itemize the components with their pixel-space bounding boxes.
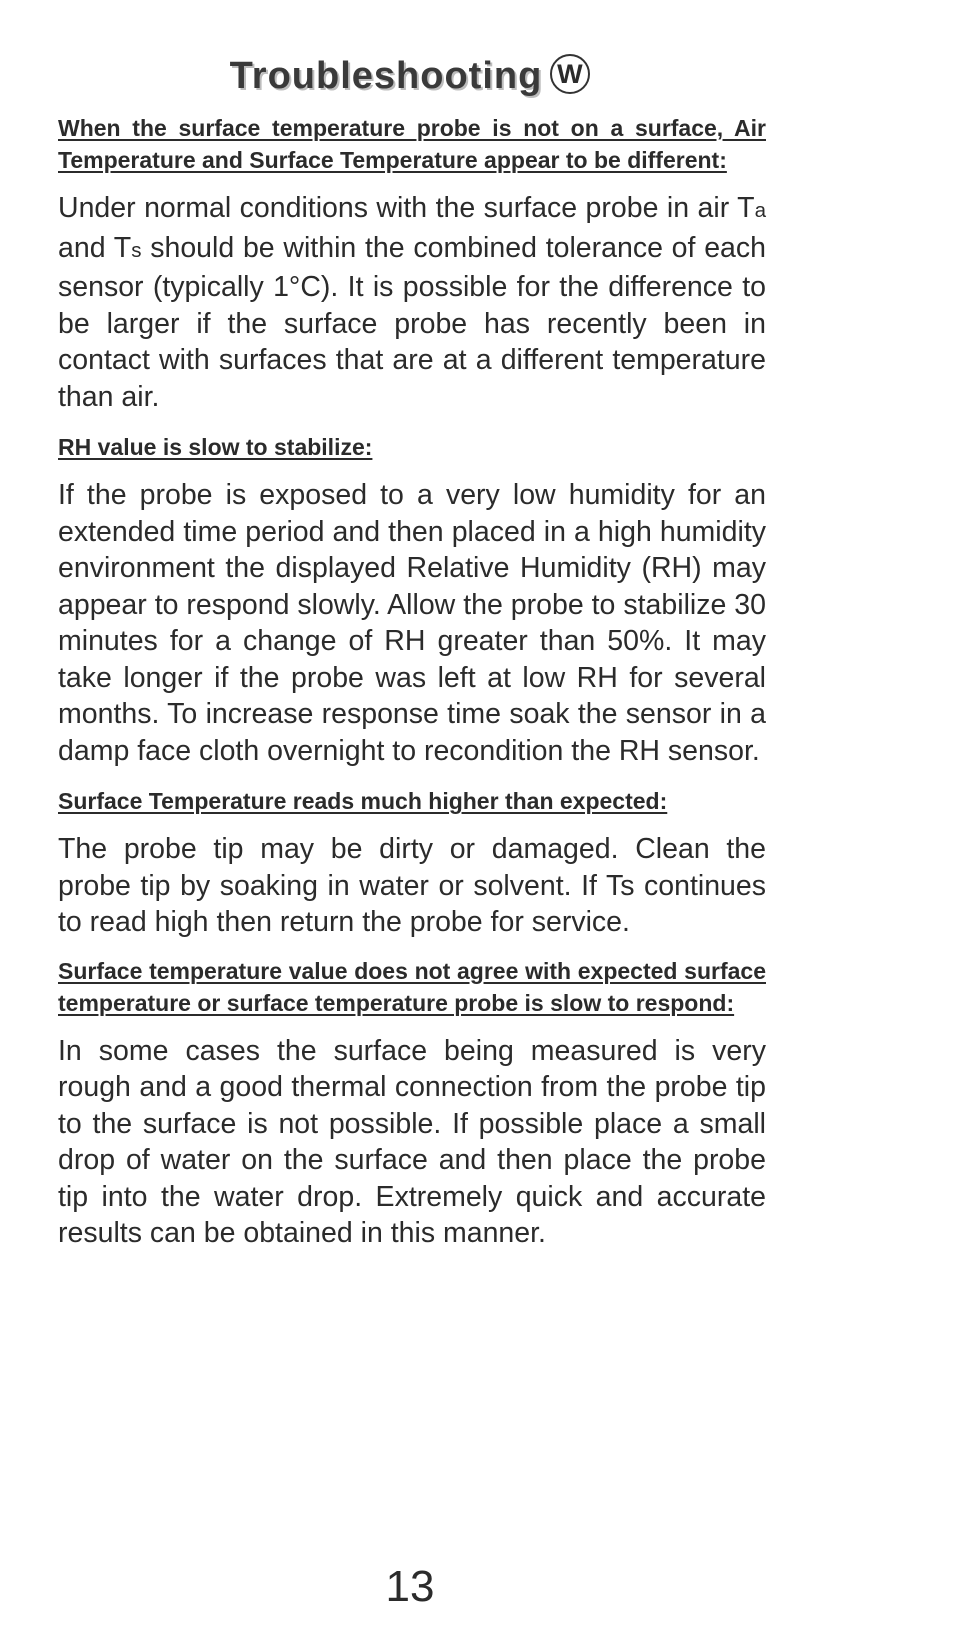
page-title (0, 50, 820, 100)
body-intro: Under normal conditions with the surface probe in air (58, 192, 738, 224)
page-number: 13 (385, 1562, 435, 1611)
section-body: In some cases the surface being measured is very rough and a good thermal connection from the probe tip to the surface is not possible. If possible place a small drop of water on the surface and then place the probe tip into the water drop. Extremely quick and accurate results can be obtained in this manner. (58, 1034, 766, 1249)
ts-symbol-lead: and T (58, 231, 132, 264)
section-body: If the probe is exposed to a very low humidity for an extended time period and then placed in a high humidity environment the displayed Relative Humidity (RH) may appear to respond slowly. Allow the probe to stabilize 30 minutes for a change of RH greater than 50%. It may take longer if the probe was left at low RH for several months. To increase response time soak the sensor in a damp face cloth overnight to recondition the RH sensor. (58, 479, 766, 767)
troubleshooting-content (58, 112, 766, 1272)
w-circle-badge-icon: W (550, 54, 590, 94)
section-air-vs-surface (58, 112, 766, 415)
section-surface-high (58, 785, 766, 941)
section-heading: Surface temperature value does not agree with expected surface temperature or surface temperature probe is slow to respond: (58, 957, 766, 1016)
section-body: The probe tip may be dirty or damaged. Clean the probe tip by soaking in water or solvent. If Ts continues to read high then return the probe for service. (58, 833, 766, 938)
page-title-text: Troubleshooting (229, 54, 543, 97)
section-body (58, 190, 766, 415)
ta-subscript: a (754, 199, 766, 222)
section-rh-slow (58, 431, 766, 769)
ts-subscript: s (131, 238, 142, 262)
ta-letter: T (737, 192, 755, 224)
body-rest: should be within the combined tolerance of each sensor (typically 1°C). It is possible for the difference to be larger if the surface probe has recently been in contact with surfaces that are at a different temperature than air. (58, 231, 766, 413)
ta-symbol (737, 192, 766, 224)
section-heading: Surface Temperature reads much higher than expected: (58, 788, 668, 814)
section-heading: RH value is slow to stabilize: (58, 434, 373, 460)
section-heading: When the surface temperature probe is not on a surface, Air Temperature and Surface Temperature appear to be different: (58, 115, 766, 173)
section-surface-mismatch (58, 955, 766, 1252)
